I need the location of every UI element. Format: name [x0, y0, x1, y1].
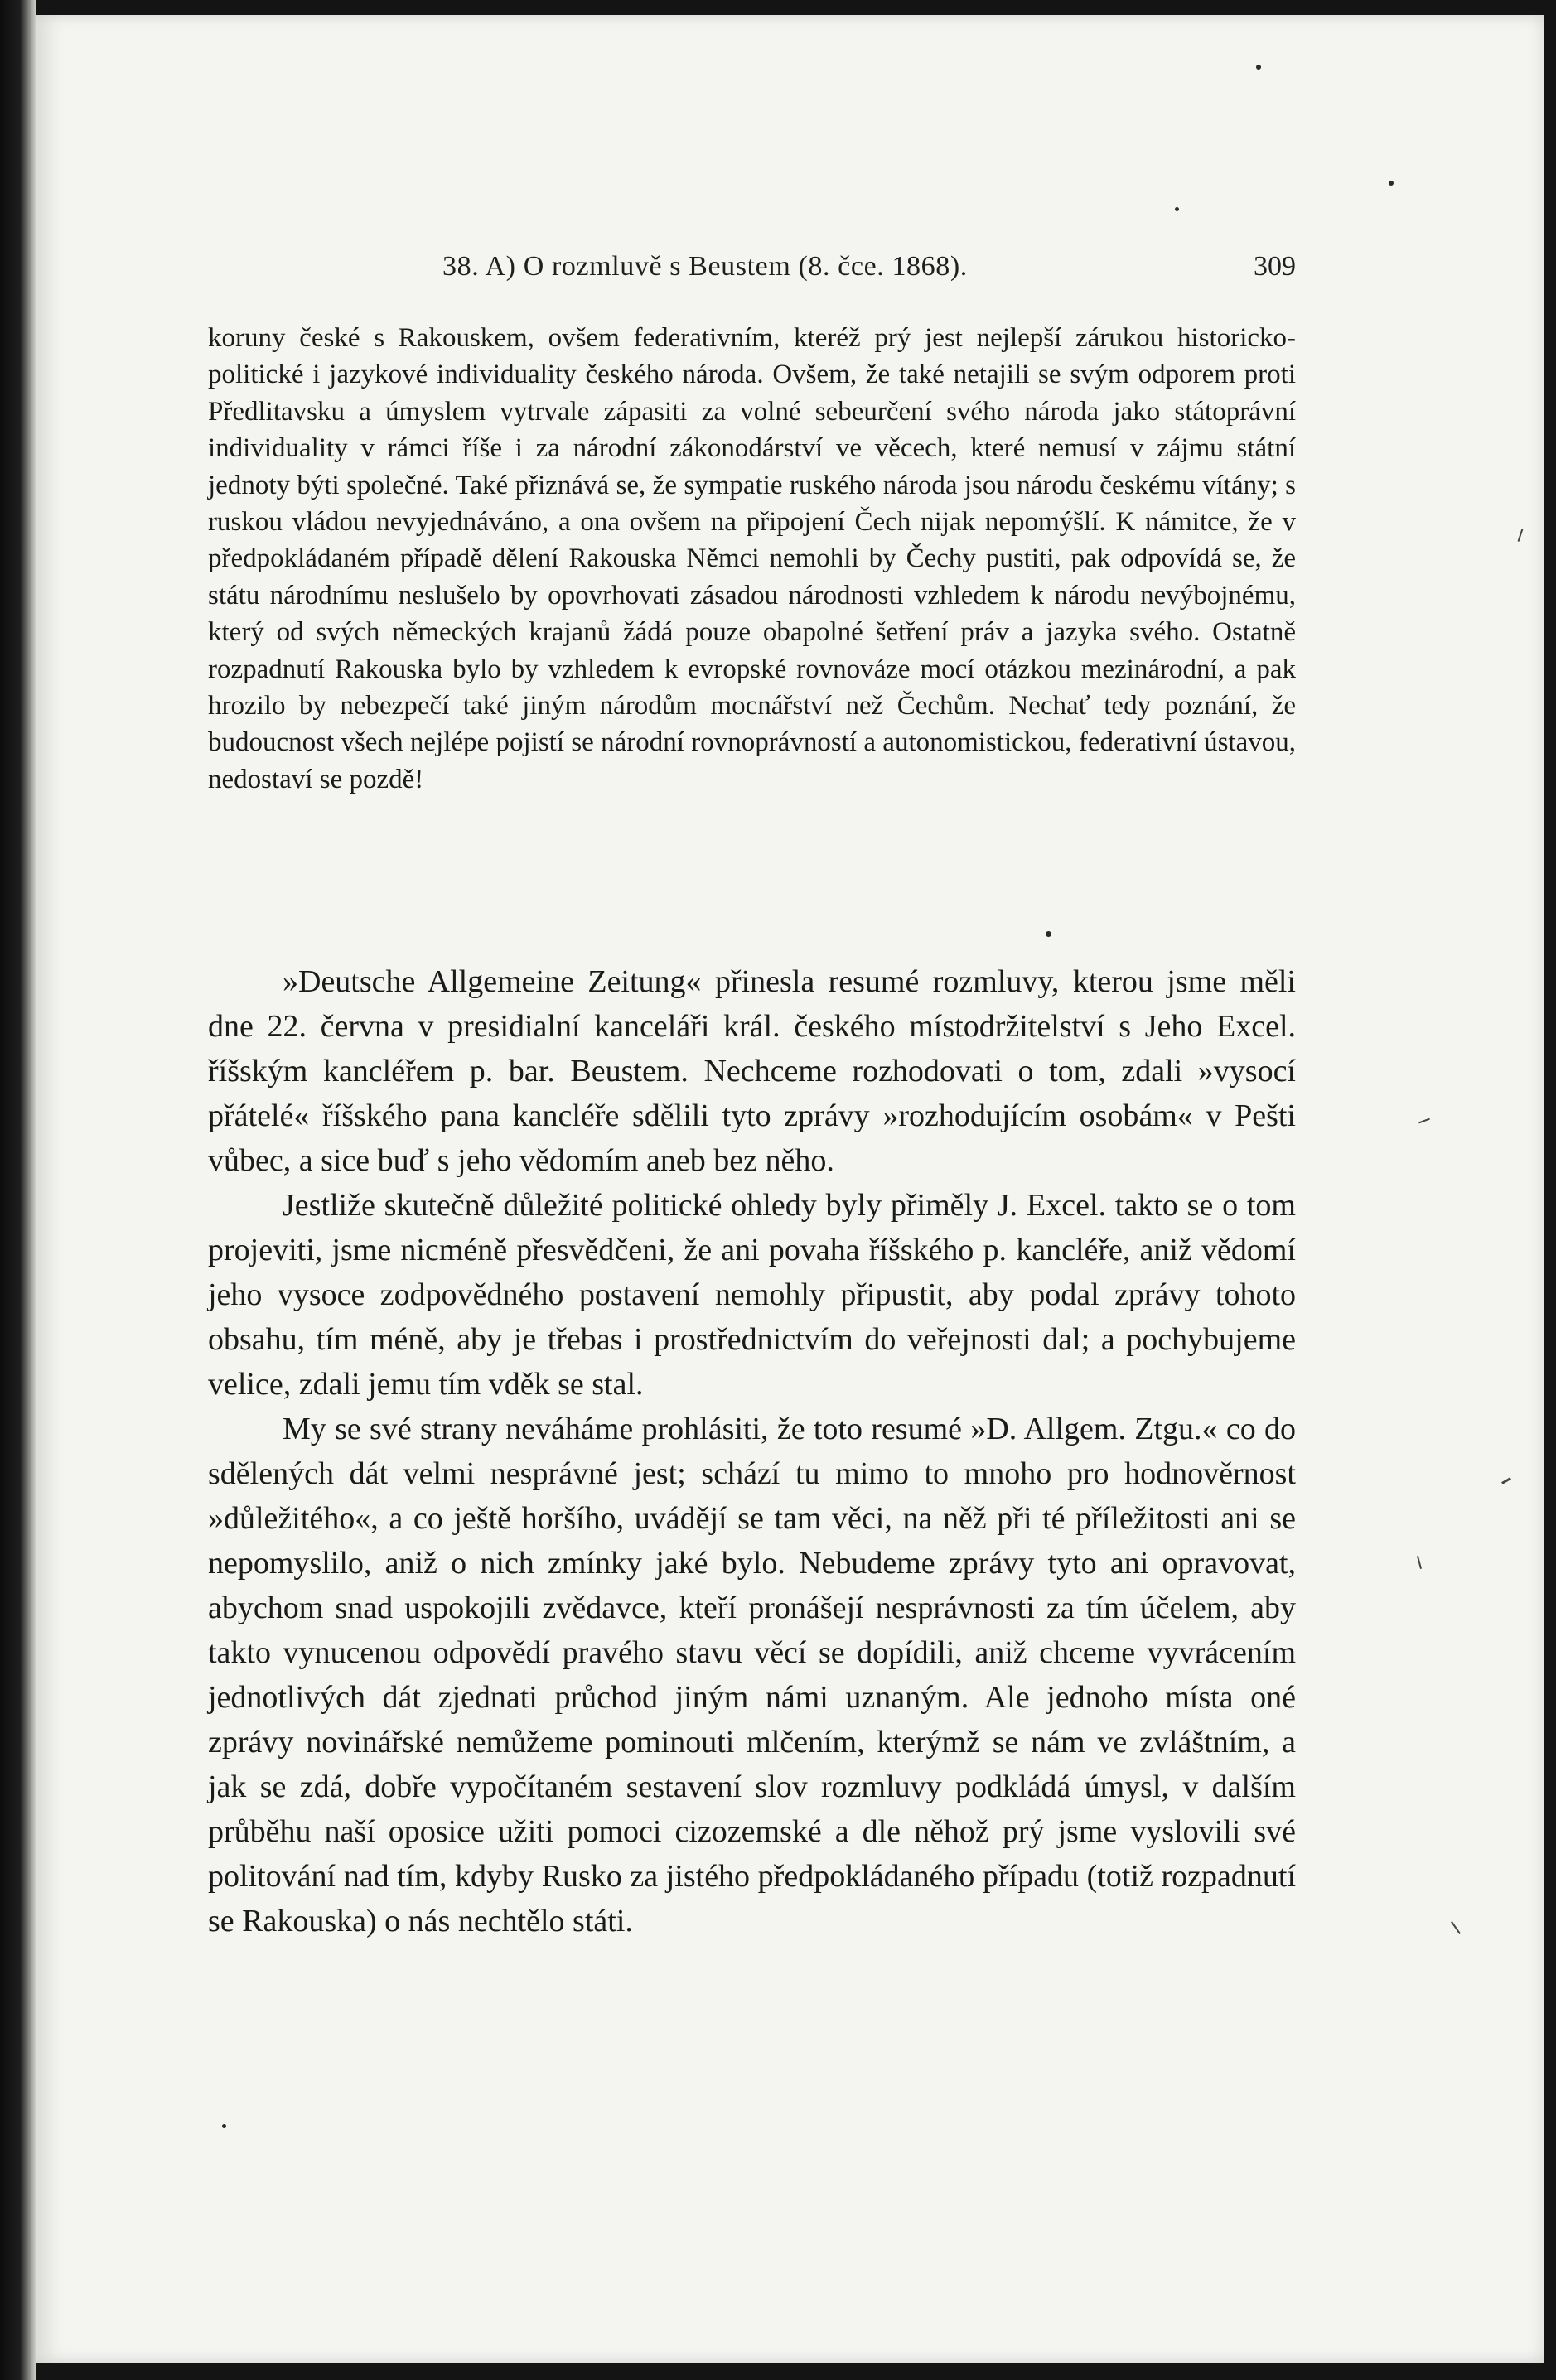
running-head — [442, 251, 1296, 289]
paragraph: koruny české s Rakouskem, ovšem federativním, kteréž prý jest nejlepší zárukou historicko-politické i jazykové individuality českého národa. Ovšem, že také netajili se svým odporem proti Předlitavsku a úmyslem vytrvale zápasiti za volné sebeurčení svého národa jako státoprávní individuality v rámci říše i za národní zákonodárství ve věcech, které nemusí v zájmu státní jednoty býti společné. Také přiznává se, že sympatie ruského národa jsou národu českému vítány; s ruskou vládou nevyjednáváno, a ona ovšem na připojení Čech nijak nepomýšlí. K námitce, že v předpokládaném případě dělení Rakouska Němci nemohli by Čechy pustiti, pak odpovídá se, že státu národnímu neslušelo by opovrhovati zásadou národnosti vzhledem k národu nevýbojnému, který od svých německých krajanů žádá pouze obapolné šetření práv a jazyka svého. Ostatně rozpadnutí Rakouska bylo by vzhledem k evropské rovnováze mocí otázkou mezinárodní, a pak hrozilo by nebezpečí také jiným národům mocnářství než Čechům. Nechať tedy poznání, že budoucnost všech nejlépe pojistí se národní rovnoprávností a autonomistickou, federativní ústavou, nedostaví se pozdě! — [208, 323, 1296, 794]
small-print-block — [208, 320, 1296, 798]
scan-mark — [1417, 1556, 1422, 1569]
main-text-block — [208, 959, 1296, 1943]
paragraph: Jestliže skutečně důležité politické ohledy byly přiměly J. Excel. takto se o tom projeviti, jsme nicméně přesvědčeni, že ani povaha říšského p. kancléře, aniž vědomí jeho vysoce zodpovědného postavení nemohly připustit, aby podal zprávy tohoto obsahu, tím méně, aby je třebas i prostřednictvím do veřejnosti dal; a pochybujeme velice, zdali jemu tím vděk se stal. — [208, 1188, 1296, 1402]
scan-speck — [1175, 207, 1179, 211]
scan-speck — [222, 2124, 226, 2128]
page-number: 309 — [1254, 251, 1296, 282]
scan-mark — [1451, 1921, 1461, 1934]
scan-mark — [1518, 529, 1524, 542]
scan-mark — [1501, 1477, 1511, 1484]
scan-speck — [1046, 931, 1051, 937]
paragraph: »Deutsche Allgemeine Zeitung« přinesla resumé rozmluvy, kterou jsme měli dne 22. června v presidialní kanceláři král. českého místodržitelství s Jeho Excel. říšským kancléřem p. bar. Beustem. Nechceme rozhodovati o tom, zdali »vysocí přátelé« říšského pana kancléře sdělili tyto zprávy »rozhodujícím osobám« v Pešti vůbec, a sice buď s jeho vědomím aneb bez něho. — [208, 964, 1296, 1178]
scan-speck — [1256, 65, 1261, 70]
scan-left-edge — [0, 0, 36, 2380]
running-head-title: 38. A) O rozmluvě s Beustem (8. čce. 1868). — [442, 251, 968, 282]
scan-speck — [1389, 181, 1394, 186]
scan-mark — [1418, 1118, 1430, 1124]
paragraph: My se své strany neváháme prohlásiti, že toto resumé »D. Allgem. Ztgu.« co do sdělených dát velmi nesprávné jest; schází tu mimo to mnoho pro hodnověrnost »důležitého«, a co ještě horšího, uvádějí se tam věci, na něž při té příležitosti ani se nepomyslilo, aniž o nich zmínky jaké bylo. Nebudeme zprávy tyto ani opravovat, abychom snad uspokojili zvědavce, kteří pronášejí nesprávnosti za tím účelem, aby takto vynucenou odpovědí pravého stavu věcí se dopídili, aniž chceme vyvrácením jednotlivých dát zjednati průchod jiným námi uznaným. Ale jednoho místa oné zprávy novinářské nemůžeme pominouti mlčením, kterýmž se nám ve zvláštním, a jak se zdá, dobře vypočítaném sestavení slov rozmluvy podkládá úmysl, v dalším průběhu naší oposice užiti pomoci cizozemské a dle něhož prý jsme vyslovili své politování nad tím, kdyby Rusko za jistého předpokládaného případu (totiž rozpadnutí se Rakouska) o nás nechtělo státi. — [208, 1412, 1296, 1938]
